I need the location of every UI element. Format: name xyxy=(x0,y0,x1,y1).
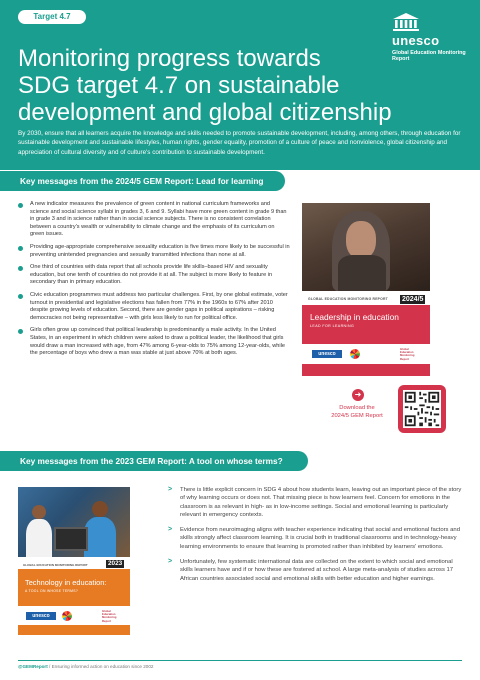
cover-unesco-logo: unesco xyxy=(26,612,56,620)
cover-logos xyxy=(18,606,130,625)
list-item xyxy=(18,201,290,239)
cover-photo-detail xyxy=(92,501,108,517)
cover-unesco-logo: unesco xyxy=(312,350,342,358)
page-title xyxy=(18,45,392,126)
bullet-dot-icon xyxy=(18,246,23,251)
title-line: development and global citizenship xyxy=(18,99,392,126)
bullet-dot-icon xyxy=(18,266,23,271)
chevron-right-icon: > xyxy=(168,558,173,566)
chevron-right-icon: > xyxy=(168,486,173,493)
report-cover-2023[interactable] xyxy=(18,487,130,635)
message-text: Girls often grow up convinced that political leadership is predominantly a male activity. In the United States, in an experiment in which children were asked to draw a political leader, the likelihood that girls would draw a man increased with age, from 47% among 6-year-olds to 75% among 12-year-olds, while the percentage of boys who drew a man was stable at just above 70% at both ages. xyxy=(30,327,285,357)
key-messages-2023 xyxy=(170,486,462,590)
cover-photo-detail xyxy=(338,255,386,291)
cover-subtitle: A TOOL ON WHOSE TERMS? xyxy=(25,589,79,593)
list-item xyxy=(18,327,290,357)
title-line: SDG target 4.7 on sustainable xyxy=(18,72,340,99)
bullet-dot-icon xyxy=(18,294,23,299)
message-text: Unfortunately, few systematic international data are collected on the extent to which social and emotional skills learners have and if or how these are fostered at school. A large meta-analysis of studies across 17 African countries associated social and emotional skills with better education and higher earnings. xyxy=(180,559,454,582)
report-cover-2024[interactable] xyxy=(302,203,430,376)
unesco-temple-icon xyxy=(392,12,420,32)
download-link[interactable] xyxy=(318,405,396,420)
list-item xyxy=(170,486,462,519)
download-label-line: 2024/5 GEM Report xyxy=(331,412,383,419)
sdg-wheel-icon xyxy=(350,349,360,359)
cover-title: Technology in education: xyxy=(25,578,107,587)
twitter-handle-link[interactable]: @GEMReport xyxy=(18,664,48,669)
footer-divider xyxy=(18,660,462,661)
target-badge: Target 4.7 xyxy=(18,10,86,24)
target-description: By 2030, ensure that all learners acquire the knowledge and skills needed to promote sustainable development, including, among others, through education for sustainable development and sustainable lifestyles, human rights, gender equality, promotion of a culture of peace and nonviolence, global citizenship and appreciation of cultural diversity and of culture's contribution to sustainable development. xyxy=(18,130,461,156)
bullet-dot-icon xyxy=(18,203,23,208)
message-text: Providing age-appropriate comprehensive sexuality education is five times more likely to be successful in preventing unintended pregnancies and sexually transmitted infections than none at all. xyxy=(30,243,290,258)
qr-code-graphic xyxy=(403,390,441,428)
message-text: Civic education programmes must address two particular challenges. First, by one global estimate, voter turnout in presidential and legislative elections has fallen from 77% in the 1960s to 67% after 2010 despite growing levels of education. Second, there are gender gaps in political aspirations – risking democracies not being representative – with girls less likely to run for political office. xyxy=(30,291,288,321)
cover-title: Leadership in education xyxy=(310,312,399,322)
cover-series: GLOBAL EDUCATION MONITORING REPORT xyxy=(23,563,88,567)
list-item xyxy=(170,526,462,551)
footer xyxy=(18,664,153,669)
sdg-wheel-icon xyxy=(62,611,72,621)
cover-gem-logo: Global Education Monitoring Report xyxy=(400,347,415,361)
cover-photo-detail xyxy=(84,517,116,557)
cover-series: GLOBAL EDUCATION MONITORING REPORT xyxy=(308,297,388,301)
message-text: Evidence from neuroimaging aligns with teacher experience indicating that social and emotional factors and skills strongly affect classroom learning. It is crucial both in traditional classrooms and in technology-heavy learning environments to ensure that learning is promoted rather than inhibited by learners' emotions. xyxy=(180,527,460,550)
arrow-right-icon[interactable]: ➜ xyxy=(352,389,364,401)
list-item xyxy=(170,558,462,583)
footer-tagline: / Ensuring informed action on education since 2002 xyxy=(47,664,154,669)
cover-photo xyxy=(302,203,430,291)
unesco-wordmark: unesco xyxy=(392,33,440,48)
cover-photo-detail xyxy=(346,221,376,259)
title-line: Monitoring progress towards xyxy=(18,45,321,72)
message-text: There is little explicit concern in SDG 4 about how students learn, leaving out an important piece of the story of why learning occurs or does not. That missing piece is how learners feel. Concern for emotions in the classroom is as relevant in high- as in low-income settings. Social and emotional learning is particularly relevant in emergency contexts. xyxy=(180,487,462,518)
gem-report-label: Global Education Monitoring Report xyxy=(392,50,466,63)
key-messages-2024 xyxy=(18,201,290,363)
list-item xyxy=(18,292,290,322)
cover-year: 2023 xyxy=(108,560,123,567)
chevron-right-icon: > xyxy=(168,526,173,534)
section-heading-2024: Key messages from the 2024/5 GEM Report: Lead for learning xyxy=(0,171,285,191)
list-item xyxy=(18,244,290,259)
section-heading-2023: Key messages from the 2023 GEM Report: A tool on whose terms? xyxy=(0,451,308,471)
header-banner xyxy=(0,0,480,170)
message-text: One third of countries with data report that all schools provide life skills–based HIV and sexuality education, but one tenth of countries do not provide it at all. The subject is more likely to feature in secondary than in primary education. xyxy=(30,264,273,286)
cover-gem-logo: Global Education Monitoring Report xyxy=(102,609,117,623)
cover-logos xyxy=(302,344,430,364)
download-label-line: Download the xyxy=(339,405,375,411)
cover-photo xyxy=(18,487,130,557)
cover-subtitle: LEAD FOR LEARNING xyxy=(310,324,355,328)
bullet-dot-icon xyxy=(18,329,23,334)
list-item xyxy=(18,264,290,287)
message-text: A new indicator measures the prevalence of green content in national curriculum frameworks and science and social science syllabi in grades 3, 6 and 9. Syllabi have more green content in grade 9 than in grade 3 and in science rather than in social science subjects. There is no consistent correlation between a country's wealth or vulnerability to climate change and the emphasis of its curriculum on green issues. xyxy=(30,201,287,238)
cover-photo-detail xyxy=(26,519,52,557)
unesco-logo xyxy=(392,12,472,63)
cover-year: 2024/5 xyxy=(402,296,424,303)
qr-code-icon[interactable] xyxy=(398,385,446,433)
cover-photo-detail xyxy=(32,505,46,519)
cover-photo-detail xyxy=(54,527,88,551)
